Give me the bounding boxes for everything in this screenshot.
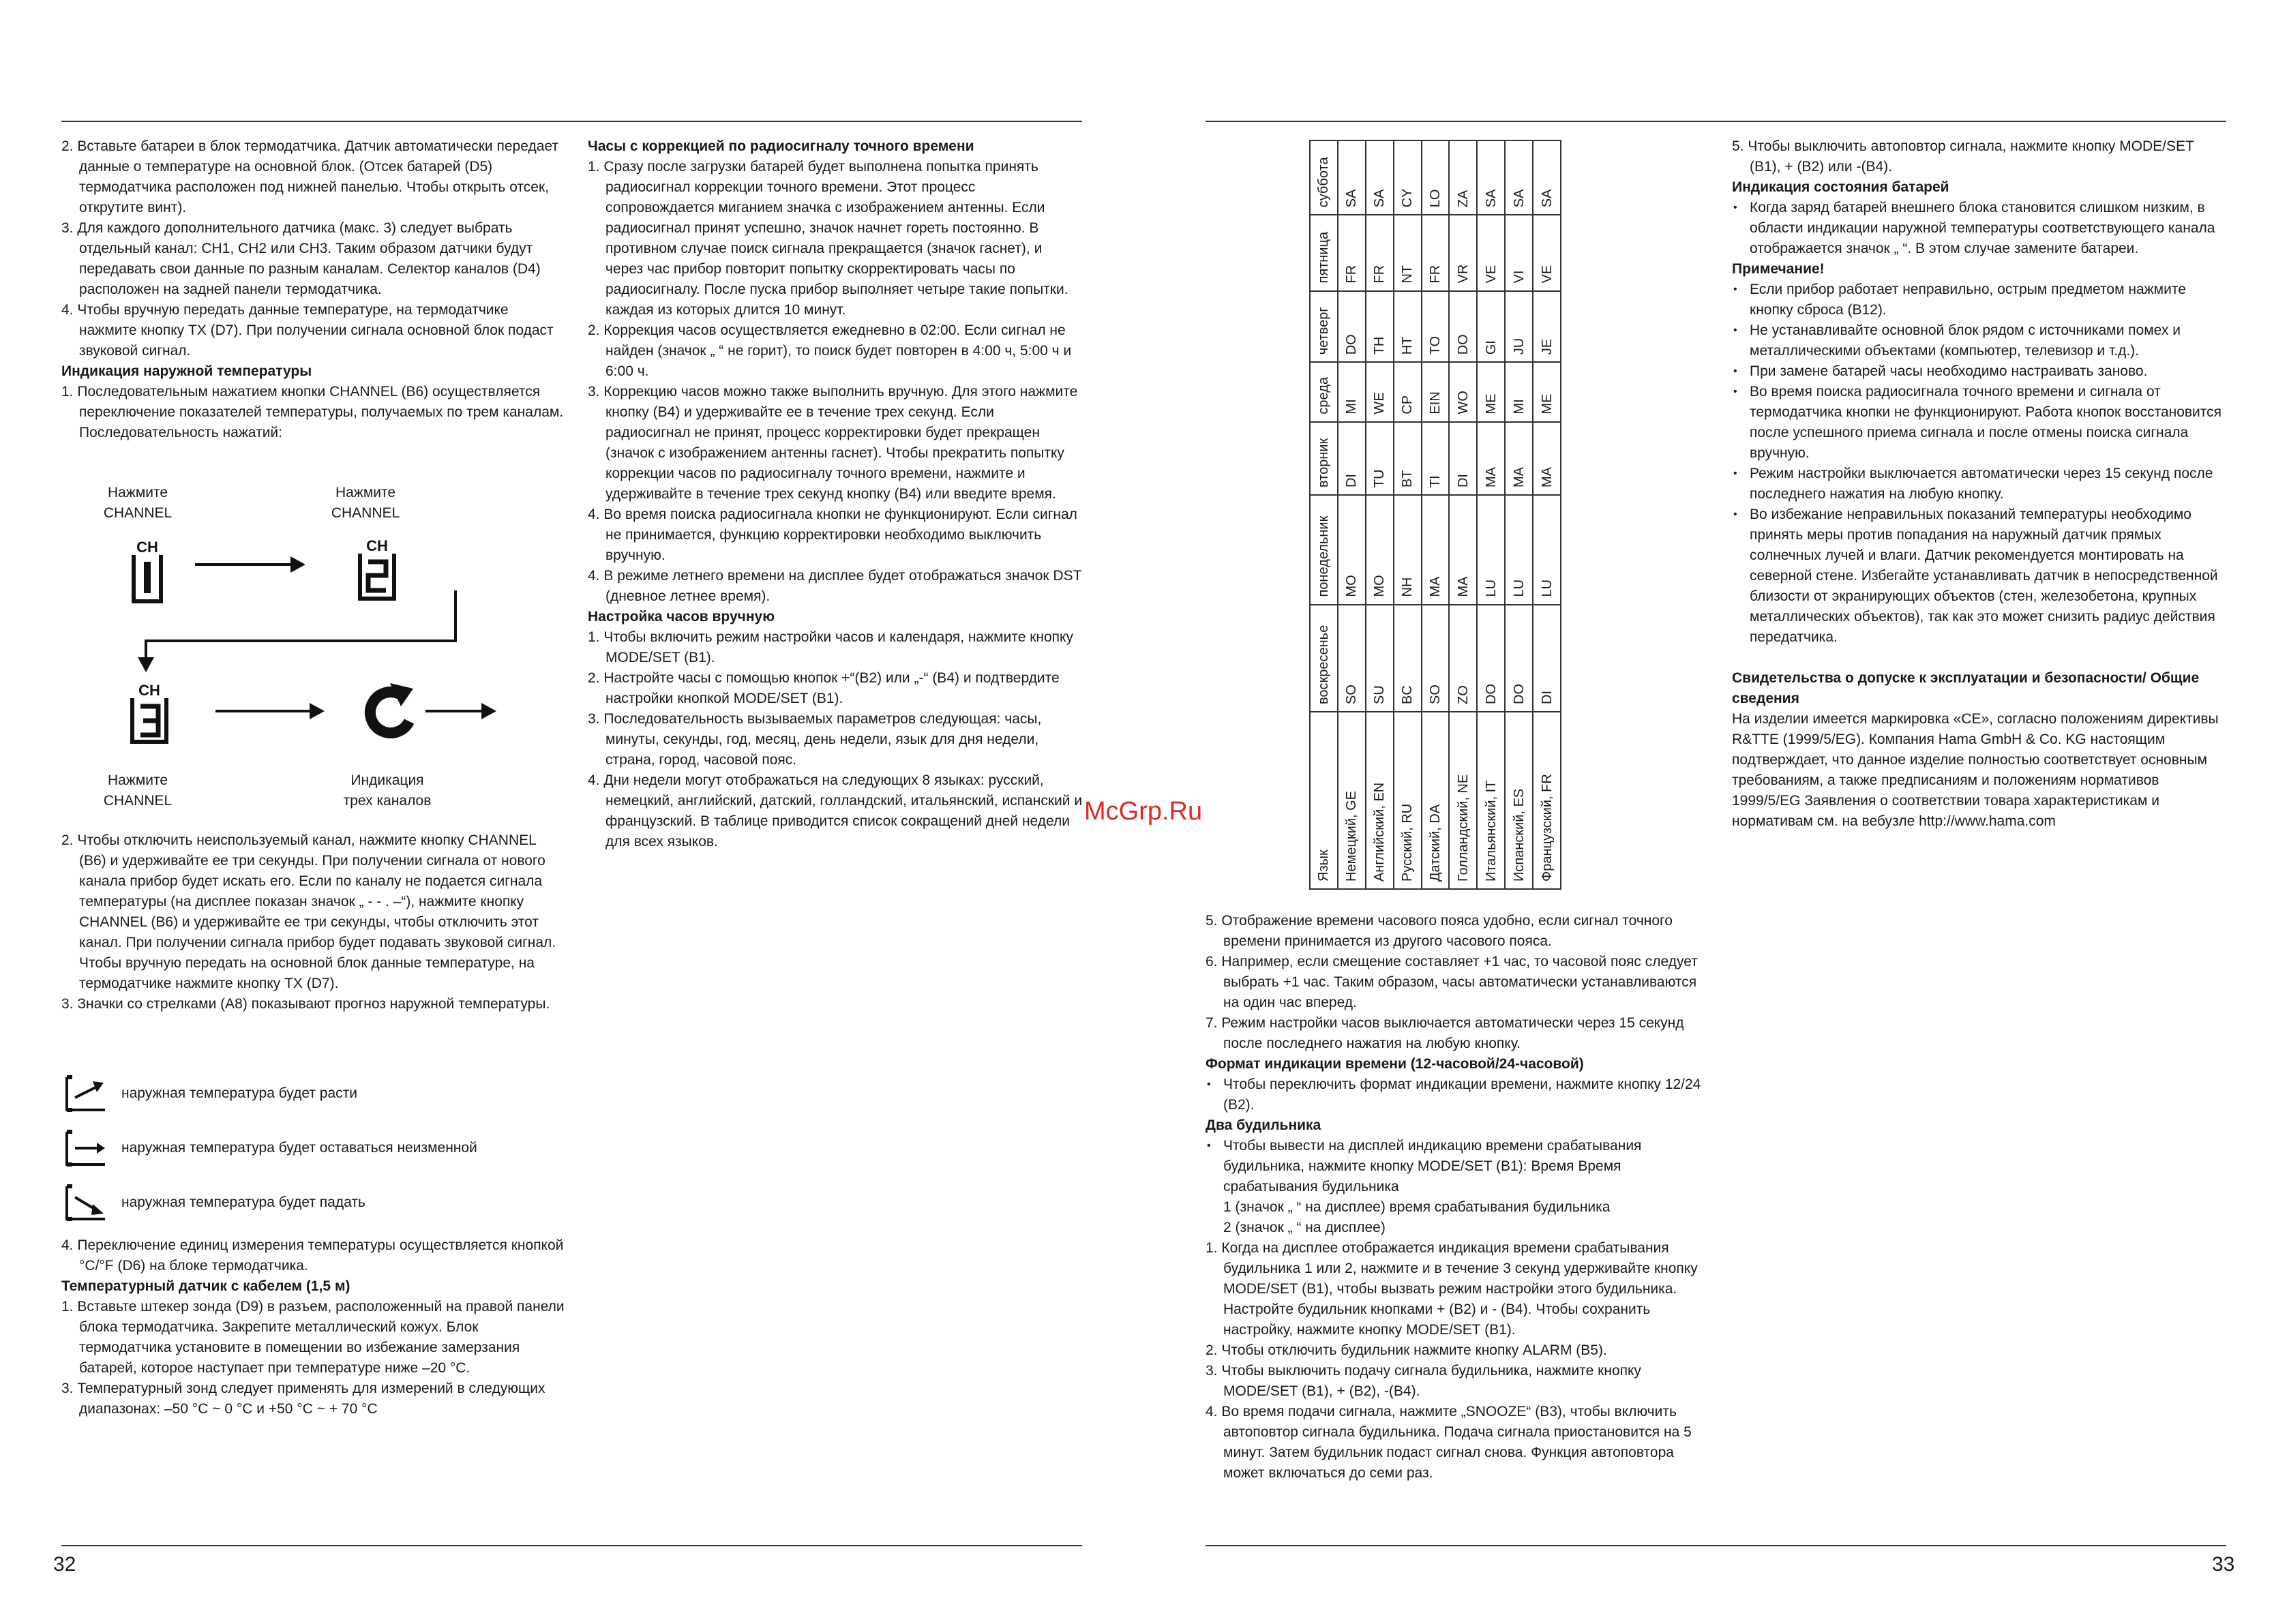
bullet-item: • Чтобы вывести на дисплей индикацию времени срабатывания будильника, нажмите кнопку MODE/SET (B1): Время Время срабатывания будильника — [1206, 1136, 1710, 1197]
list-item: 4. Во время поиска радиосигнала кнопки не функционируют. Если сигнал не принимается, функцию корректировки необходимо выключить вручную. — [588, 507, 1077, 563]
table-cell: Испанский, ES — [1505, 712, 1533, 889]
trend-row-down — [64, 1184, 365, 1222]
table-cell: Голландский, NE — [1449, 712, 1477, 889]
bullet-item: • Не устанавливайте основной блок рядом с источниками помех и металлическими объектами (компьютер, телевизор и т.д.). — [1732, 320, 2227, 361]
section-heading: Индикация наружной температуры — [61, 363, 312, 379]
list-item: 4. Во время подачи сигнала, нажмите „SNOOZE“ (B3), чтобы включить автоповтор сигнала будильника. Подача сигнала приостановится на 5 минут. Затем будильник подаст сигнал снова. Функция автоповтора может включаться до семи раз. — [1206, 1404, 1692, 1481]
table-cell: DO — [1449, 291, 1477, 363]
table-cell: VE — [1533, 215, 1561, 290]
ch3-icon — [130, 680, 169, 742]
table-cell: Датский, DA — [1422, 712, 1450, 889]
table-cell: JE — [1533, 291, 1561, 363]
table-cell: SA — [1533, 140, 1561, 215]
list-item: 2. Чтобы отключить неиспользуемый канал, нажмите кнопку CHANNEL (B6) и удерживайте ее три секунды. При получении сигнала от нового канала прибор будет искать его. Если по каналу не подается сигнала температуры (на дисплее показан значок „ - - . –“), нажмите кнопку CHANNEL (B6) и удерживайте ее три секунды, чтобы отключить этот канал. При получении сигнала прибор будет подавать звуковой сигнал. Чтобы вручную передать на основной блок данные температуре, на термодатчике нажмите кнопку TX (D7). — [61, 832, 556, 991]
trend-flat-icon — [64, 1129, 108, 1167]
table-cell: LO — [1422, 140, 1450, 215]
section-heading: Настройка часов вручную — [588, 609, 775, 625]
table-cell: LU — [1505, 495, 1533, 604]
table-cell: MO — [1366, 495, 1394, 604]
table-row — [1477, 140, 1505, 889]
table-header-row — [1310, 140, 1338, 889]
table-cell: DO — [1505, 605, 1533, 712]
list-item: 4. В режиме летнего времени на дисплее будет отображаться значок DST (дневное летнее время). — [588, 568, 1082, 604]
table-cell: FR — [1338, 215, 1366, 290]
table-cell: GI — [1477, 291, 1505, 363]
table-cell: MO — [1338, 495, 1366, 604]
table-cell: JU — [1505, 291, 1533, 363]
cert-paragraph: На изделии имеется маркировка «CE», согласно положениям директивы R&TTE (1999/5/EG). Компания Hama GmbH & Co. KG настоящим подтверждает, что данное изделие полностью соответствует основным требованиям, а также предписаниям и положениям нормативов 1999/5/EG Заявления о соответствии товара характеристикам и нормативам см. на вебузле http://www.hama.com — [1732, 711, 2219, 829]
diagram-label-press-2: Нажмите CHANNEL — [331, 485, 400, 521]
list-item: 2. Настройте часы с помощью кнопок +“(B2) или „-“ (B4) и подтвердите настройки кнопкой MODE/SET (B1). — [588, 670, 1060, 706]
section-heading: Два будильника — [1206, 1117, 1321, 1133]
diagram-graphics — [75, 481, 552, 775]
list-item: 3. Коррекцию часов можно также выполнить вручную. Для этого нажмите кнопку (B4) и удерживайте ее в течение трех секунд. Если радиосигнал не принят, процесс корректировки будет прекращен (значок с изображением антенны гаснет). Чтобы прекратить попытку коррекции часов по радиосигналу точного времени, нажмите и удерживайте в течение трех секунд кнопку (B4) или введите время. — [588, 384, 1078, 502]
list-item: 2. Чтобы отключить будильник нажмите кнопку ALARM (B5). — [1206, 1342, 1607, 1358]
list-item: 4. Переключение единиц измерения температуры осуществляется кнопкой °C/°F (D6) на блоке термодатчика. — [61, 1237, 564, 1274]
svg-text:CH: CH — [136, 539, 158, 556]
table-row — [1422, 140, 1450, 889]
bottom-rule-left — [61, 1545, 1082, 1546]
table-cell: MA — [1477, 422, 1505, 495]
table-row — [1533, 140, 1561, 889]
table-cell: WE — [1366, 362, 1394, 421]
table-cell: SA — [1477, 140, 1505, 215]
table-cell: Немецкий, GE — [1338, 712, 1366, 889]
table-cell: Итальянский, IT — [1477, 712, 1505, 889]
left-page-column-1 — [61, 136, 566, 443]
watermark: McGrp.Ru — [1084, 797, 1203, 826]
bullet-item: • Чтобы переключить формат индикации времени, нажмите кнопку 12/24 (B2). — [1206, 1074, 1710, 1115]
section-heading: Формат индикации времени (12-часовой/24-часовой) — [1206, 1056, 1584, 1072]
trend-up-icon — [64, 1074, 108, 1113]
svg-text:CH: CH — [366, 537, 388, 554]
list-item: 2. Коррекция часов осуществляется ежедневно в 02:00. Если сигнал не найден (значок „ “ не горит), то поиск будет повторен в 4:00 ч, 5:00 ч и 6:00 ч. — [588, 322, 1072, 379]
bullet-item: • Во время поиска радиосигнала точного времени и сигнала от термодатчика кнопки не функционируют. Работа кнопок восстановится после успешного приема сигнала и после отмены поиска сигнала вручную. — [1732, 382, 2227, 464]
cycle-icon — [370, 683, 413, 733]
table-cell: LU — [1533, 495, 1561, 604]
ch2-icon — [357, 536, 397, 599]
table-cell: SA — [1505, 140, 1533, 215]
table-cell: MA — [1505, 422, 1533, 495]
list-item: 5. Отображение времени часового пояса удобно, если сигнал точного времени принимается из другого часового пояса. — [1206, 913, 1673, 949]
table-cell: FR — [1366, 215, 1394, 290]
weekday-table-grid — [1309, 140, 1561, 890]
list-item: 6. Например, если смещение составляет +1 час, то часовой пояс следует выбрать +1 час. Таким образом, часы автоматически устанавливаются на один час вперед. — [1206, 954, 1698, 1010]
table-cell: Русский, RU — [1394, 712, 1422, 889]
table-cell: BC — [1394, 605, 1422, 712]
bullet-item: • При замене батарей часы необходимо настраивать заново. — [1732, 361, 2227, 382]
table-row — [1366, 140, 1394, 889]
alarm-line-2: 2 (значок „ “ на дисплее) — [1223, 1220, 1386, 1235]
section-heading: Свидетельства о допуске к эксплуатации и безопасности/ Общие сведения — [1732, 670, 2200, 706]
table-header-cell: вторник — [1310, 422, 1338, 495]
page-number-left: 32 — [53, 1553, 76, 1576]
table-cell: FR — [1422, 215, 1450, 290]
table-cell: SA — [1338, 140, 1366, 215]
diagram-label-press-3: Нажмите CHANNEL — [103, 772, 173, 809]
table-cell: DI — [1338, 422, 1366, 495]
table-cell: ME — [1477, 362, 1505, 421]
table-cell: HT — [1394, 291, 1422, 363]
table-row — [1394, 140, 1422, 889]
top-rule-right — [1206, 121, 2226, 122]
table-cell: VI — [1505, 215, 1533, 290]
top-rule-left — [61, 121, 1082, 122]
table-row — [1505, 140, 1533, 889]
table-cell: TI — [1422, 422, 1450, 495]
table-cell: NH — [1394, 495, 1422, 604]
table-cell: SO — [1338, 605, 1366, 712]
table-cell: Английский, EN — [1366, 712, 1394, 889]
left-page-column-1-continued — [61, 830, 566, 1014]
table-header-cell: суббота — [1310, 140, 1338, 215]
trend-text: наружная температура будет падать — [121, 1194, 365, 1210]
table-cell: VR — [1449, 215, 1477, 290]
table-cell: MA — [1533, 422, 1561, 495]
table-cell: MA — [1422, 495, 1450, 604]
trend-row-up — [64, 1074, 357, 1113]
table-cell: LU — [1477, 495, 1505, 604]
weekday-table — [1309, 140, 1561, 890]
left-page-column-2 — [588, 136, 1083, 852]
table-header-cell: среда — [1310, 362, 1338, 421]
table-cell: TO — [1422, 291, 1450, 363]
section-heading: Температурный датчик с кабелем (1,5 м) — [61, 1278, 350, 1294]
list-item: 5. Чтобы выключить автоповтор сигнала, нажмите кнопку MODE/SET (B1), + (B2) или -(B4). — [1732, 138, 2194, 175]
section-heading: Часы с коррекцией по радиосигналу точного времени — [588, 138, 974, 154]
bullet-item: • Во избежание неправильных показаний температуры необходимо принять меры против попадания на наружный датчик прямых солнечных лучей и влаги. Датчик рекомендуется монтировать на северной стене. Избегайте устанавливать датчик в непосредственной близости от экранирующих объектов (стен, железобетона, крупных металлических объектов), так как это может снизить радиус действия передатчика. — [1732, 505, 2227, 648]
right-page-column-2 — [1732, 136, 2227, 832]
list-item: 1. Когда на дисплее отображается индикация времени срабатывания будильника 1 или 2, нажмите и в течение 3 секунд удерживайте кнопку MODE/SET (B1), чтобы вызвать режим настройки этого будильника. Настройте будильник кнопками + (B2) и - (B4). Чтобы сохранить настройку, нажмите кнопку MODE/SET (B1). — [1206, 1240, 1698, 1338]
bullet-item: • Когда заряд батарей внешнего блока становится слишком низким, в области индикации наружной температуры соответствующего канала отображается значок „ “. В этом случае замените батареи. — [1732, 198, 2227, 259]
table-cell: CP — [1394, 362, 1422, 421]
table-cell: TH — [1366, 291, 1394, 363]
list-item: 2. Вставьте батареи в блок термодатчика. Датчик автоматически передает данные о температуре на основной блок. (Отсек батарей (D5) термодатчика расположен под нижней панелью. Чтобы открыть отсек, открутите винт). — [61, 138, 558, 215]
list-item: 3. Значки со стрелками (A8) показывают прогноз наружной температуры. — [61, 996, 550, 1012]
table-row — [1449, 140, 1477, 889]
diagram-label-indication: Индикация трех каналов — [343, 772, 432, 809]
trend-text: наружная температура будет оставаться неизменной — [121, 1140, 477, 1156]
table-cell: ME — [1533, 362, 1561, 421]
section-heading: Примечание! — [1732, 261, 1825, 277]
list-item: 1. Сразу после загрузки батарей будет выполнена попытка принять радиосигнал коррекции точного времени. Этот процесс сопровождается миганием значка с изображением антенны. Если радиосигнал принят успешно, значок начнет гореть постоянно. В противном случае поиск сигнала прекращается (значок гаснет), и через час прибор повторит попытку скорректировать часы по радиосигналу. После пуска прибор выполняет четыре такие попытки. каждая из которых длится 10 минут. — [588, 159, 1068, 318]
bullet-item: • Режим настройки выключается автоматически через 15 секунд после последнего нажатия на любую кнопку. — [1732, 464, 2227, 505]
table-header-cell: Язык — [1310, 712, 1338, 889]
page-number-right: 33 — [2212, 1553, 2235, 1576]
list-item: 4. Чтобы вручную передать данные температуре, на термодатчике нажмите кнопку TX (D7). При получении сигнала основной блок подаст звуковой сигнал. — [61, 302, 554, 359]
list-item: 4. Дни недели могут отображаться на следующих 8 языках: русский, немецкий, английский, датский, голландский, итальянский, испанский и французский. В таблице приводится список сокращений дней недели для всех языков. — [588, 772, 1083, 849]
table-cell: MA — [1449, 495, 1477, 604]
table-header-cell: воскресенье — [1310, 605, 1338, 712]
table-cell: ZO — [1449, 605, 1477, 712]
list-item: 1. Чтобы включить режим настройки часов и календаря, нажмите кнопку MODE/SET (B1). — [588, 629, 1073, 665]
list-item: 1. Последовательным нажатием кнопки CHANNEL (B6) осуществляется переключение показателей температуры, получаемых по трем каналам. Последовательность нажатий: — [61, 384, 564, 440]
table-cell: MI — [1338, 362, 1366, 421]
bottom-rule-right — [1206, 1545, 2226, 1546]
table-row — [1338, 140, 1366, 889]
list-item: 3. Для каждого дополнительного датчика (макс. 3) следует выбрать отдельный канал: CH1, CH2 или CH3. Таким образом датчики будут передавать свои данные по разным каналам. Селектор каналов (D4) расположен на задней панели термодатчика. — [61, 220, 541, 297]
list-item: 3. Температурный зонд следует применять для измерений в следующих диапазонах: –50 °C ~ 0 °C и +50 °C ~ + 70 °C — [61, 1381, 545, 1417]
table-header-cell: пятница — [1310, 215, 1338, 290]
alarm-line-1: 1 (значок „ “ на дисплее) время срабатывания будильника — [1223, 1199, 1611, 1215]
table-header-cell: понедельник — [1310, 495, 1338, 604]
table-cell: DO — [1477, 605, 1505, 712]
list-item: 1. Вставьте штекер зонда (D9) в разъем, расположенный на правой панели блока термодатчика. Закрепите металлический кожух. Блок термодатчика установите в помещении во избежание замерзания батарей, которое наступает при температуре ниже –20 °C. — [61, 1299, 565, 1376]
table-cell: DO — [1338, 291, 1366, 363]
table-cell: WO — [1449, 362, 1477, 421]
section-heading: Индикация состояния батарей — [1732, 179, 1949, 195]
table-cell: DI — [1533, 605, 1561, 712]
table-cell: VE — [1477, 215, 1505, 290]
svg-text:CH: CH — [138, 682, 160, 699]
table-cell: SA — [1366, 140, 1394, 215]
right-page-column-1 — [1206, 911, 1710, 1484]
channel-diagram — [75, 481, 552, 809]
trend-row-flat — [64, 1129, 477, 1167]
table-cell: Французский, FR — [1533, 712, 1561, 889]
table-cell: TU — [1366, 422, 1394, 495]
table-header-cell: четверг — [1310, 291, 1338, 363]
table-cell: EIN — [1422, 362, 1450, 421]
diagram-label-press-1: Нажмите CHANNEL — [103, 485, 173, 521]
table-cell: SU — [1366, 605, 1394, 712]
trend-text: наружная температура будет расти — [121, 1085, 358, 1101]
left-page-column-1-bottom — [61, 1235, 566, 1419]
table-cell: BT — [1394, 422, 1422, 495]
bullet-item: • Если прибор работает неправильно, острым предметом нажмите кнопку сброса (B12). — [1732, 280, 2227, 320]
table-cell: CY — [1394, 140, 1422, 215]
table-cell: DI — [1449, 422, 1477, 495]
table-cell: MI — [1505, 362, 1533, 421]
table-cell: NT — [1394, 215, 1422, 290]
table-cell: SO — [1422, 605, 1450, 712]
list-item: 7. Режим настройки часов выключается автоматически через 15 секунд после последнего нажатия на любую кнопку. — [1206, 1015, 1684, 1051]
list-item: 3. Чтобы выключить подачу сигнала будильника, нажмите кнопку MODE/SET (B1), + (B2), -(B4). — [1206, 1363, 1641, 1399]
table-cell: ZA — [1449, 140, 1477, 215]
trend-legend — [64, 1074, 555, 1238]
list-item: 3. Последовательность вызываемых параметров следующая: часы, минуты, секунды, год, месяц, день недели, язык для дня недели, страна, город, часовой пояс. — [588, 711, 1042, 768]
ch1-icon — [131, 537, 164, 601]
trend-down-icon — [64, 1184, 108, 1222]
